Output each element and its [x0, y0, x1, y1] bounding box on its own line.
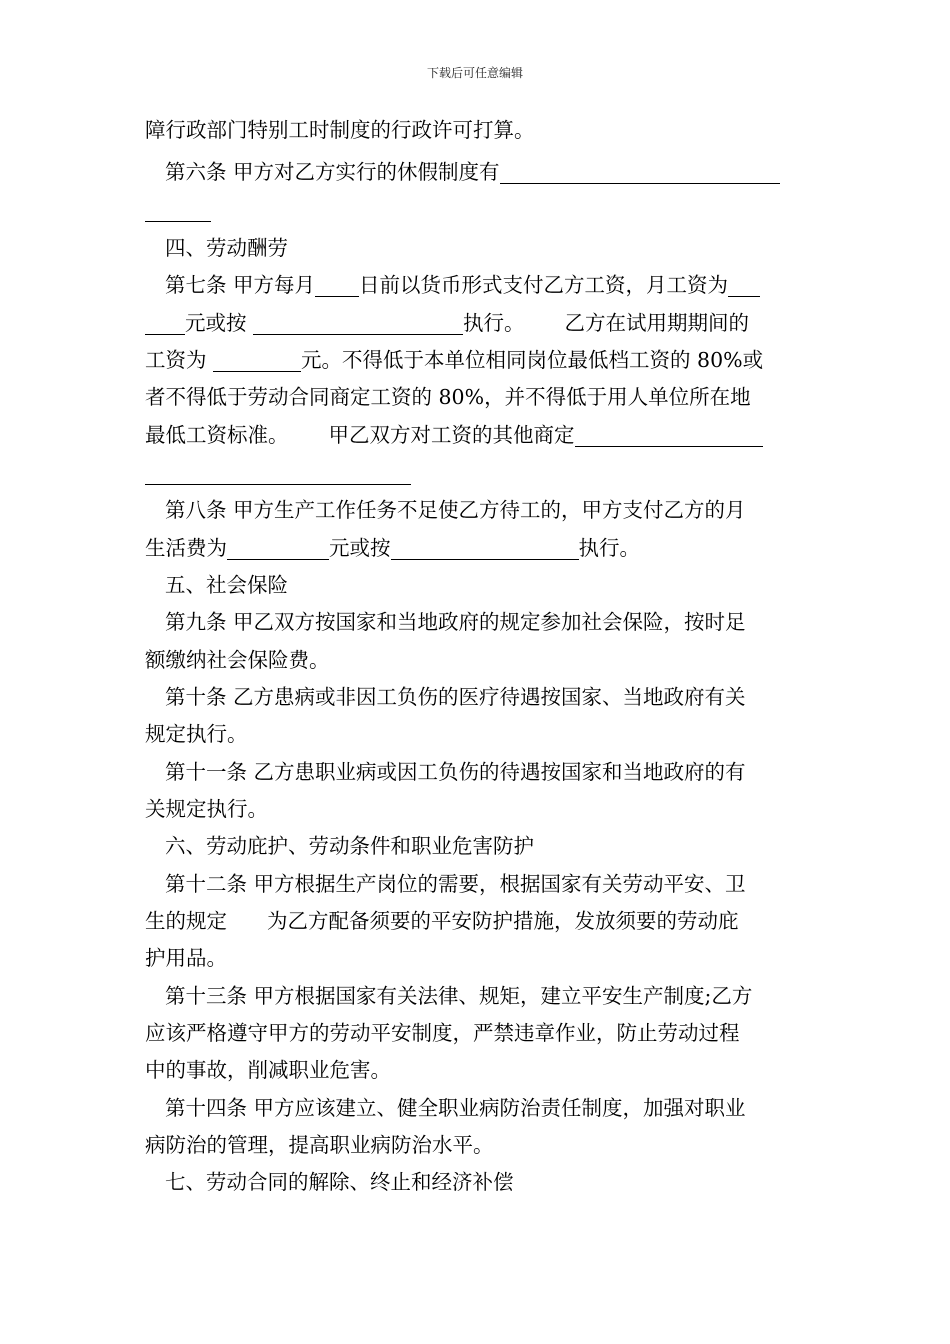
blank-line — [315, 272, 359, 297]
article-11: 第十一条 乙方患职业病或因工负伤的待遇按国家和当地政府的有 — [165, 760, 746, 784]
section-heading: 六、劳动庇护、劳动条件和职业危害防护 — [165, 834, 534, 858]
article-12: 第十二条 甲方根据生产岗位的需要，根据国家有关劳动平安、卫 — [165, 872, 746, 896]
article-9: 第九条 甲乙双方按国家和当地政府的规定参加社会保险，按时足 — [165, 610, 746, 634]
paragraph-line: 障行政部门特别工时制度的行政许可打算。 — [145, 118, 535, 142]
blank-line — [728, 272, 760, 297]
article-7: 第七条 甲方每月 日前以货币形式支付乙方工资，月工资为 — [165, 270, 760, 300]
paragraph-line: 生的规定 为乙方配备须要的平安防护措施，发放须要的劳动庇 — [145, 909, 739, 933]
paragraph-line: 者不得低于劳动合同商定工资的 80%，并不得低于用人单位所在地 — [145, 385, 751, 409]
paragraph-line: 护用品。 — [145, 946, 227, 970]
blank-line — [145, 460, 411, 485]
paragraph-line: 关规定执行。 — [145, 797, 268, 821]
paragraph-line: 中的事故，削减职业危害。 — [145, 1058, 391, 1082]
article-10: 第十条 乙方患病或非因工负伤的医疗待遇按国家、当地政府有关 — [165, 685, 746, 709]
paragraph-line: 应该严格遵守甲方的劳动平安制度，严禁违章作业，防止劳动过程 — [145, 1021, 740, 1045]
paragraph-line: 额缴纳社会保险费。 — [145, 648, 330, 672]
article-14: 第十四条 甲方应该建立、健全职业病防治责任制度，加强对职业 — [165, 1096, 746, 1120]
blank-line — [145, 310, 185, 335]
blank-line — [145, 197, 211, 222]
paragraph-line — [145, 458, 411, 488]
section-heading: 七、劳动合同的解除、终止和经济补偿 — [165, 1170, 514, 1194]
blank-line — [253, 310, 463, 335]
paragraph-line: 病防治的管理，提高职业病防治水平。 — [145, 1133, 494, 1157]
section-heading: 四、劳动酬劳 — [165, 236, 288, 260]
paragraph-line — [145, 195, 211, 225]
paragraph-line: 工资为 元。不得低于本单位相同岗位最低档工资的 80%或 — [145, 348, 764, 372]
paragraph-line: 规定执行。 — [145, 722, 248, 746]
blank-line — [500, 159, 780, 184]
blank-line — [227, 535, 329, 560]
blank-line — [575, 422, 763, 447]
page-header: 下载后可任意编辑 — [426, 66, 523, 80]
section-heading: 五、社会保险 — [165, 573, 288, 597]
article-6: 第六条 甲方对乙方实行的休假制度有 — [165, 157, 780, 187]
article-8: 第八条 甲方生产工作任务不足使乙方待工的，甲方支付乙方的月 — [165, 498, 746, 522]
paragraph-line: 元或按 执行。 乙方在试用期期间的 — [145, 308, 749, 338]
paragraph-line: 生活费为 元或按 执行。 — [145, 536, 640, 560]
paragraph-line: 最低工资标准。 甲乙双方对工资的其他商定 — [145, 420, 763, 450]
blank-line — [213, 347, 301, 372]
article-13: 第十三条 甲方根据国家有关法律、规矩，建立平安生产制度;乙方 — [165, 984, 753, 1008]
blank-line — [391, 535, 579, 560]
